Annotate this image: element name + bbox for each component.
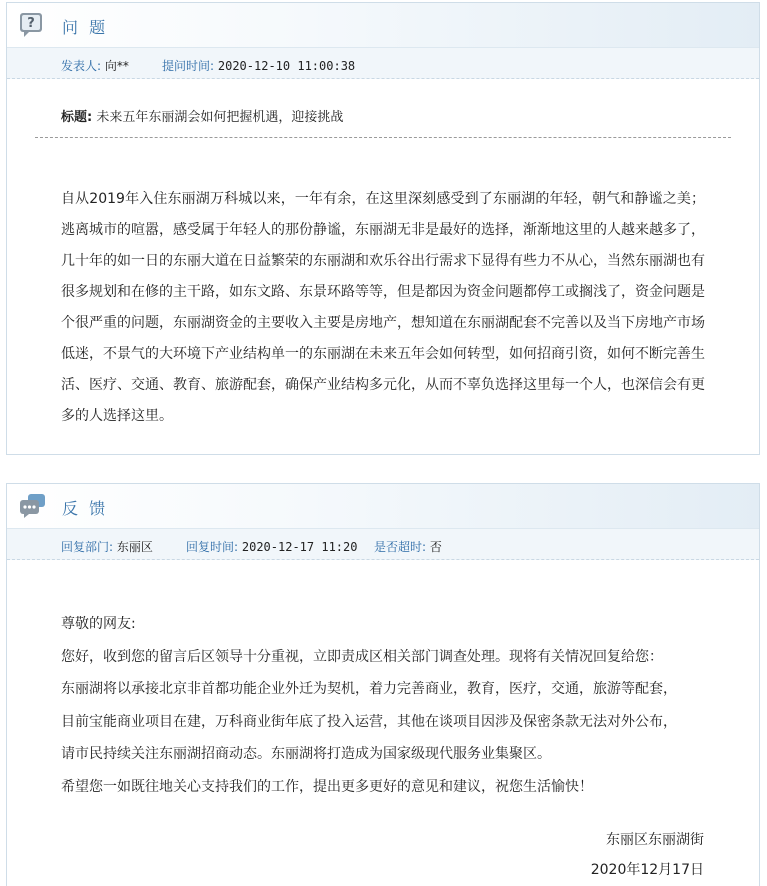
- reply-line: 请市民持续关注东丽湖招商动态。东丽湖将打造成为国家级现代服务业集聚区。: [61, 746, 551, 762]
- reply-line: 东丽湖将以承接北京非首都功能企业外迁为契机，着力完善商业，教育，医疗，交通，旅游等配套，: [61, 681, 677, 697]
- question-title-row: [61, 106, 343, 125]
- question-time-value: 2020-12-10 11:00:38: [217, 59, 356, 73]
- overdue-value: 否: [429, 540, 442, 554]
- question-title-label: 标题:: [61, 110, 93, 125]
- reply-body: [61, 608, 677, 803]
- question-title-value: 未来五年东丽湖会如何把握机遇，迎接挑战: [96, 110, 344, 125]
- feedback-header: [7, 484, 759, 529]
- overdue-label: 是否超时:: [374, 540, 427, 554]
- question-panel: [6, 2, 760, 455]
- dept-value: 东丽区: [116, 540, 153, 554]
- reply-line: 希望您一如既往地关心支持我们的工作，提出更多更好的意见和建议，祝您生活愉快！: [61, 778, 593, 795]
- poster-value: 向**: [104, 59, 129, 73]
- question-bubble-icon: [19, 12, 45, 38]
- svg-text:?: ?: [27, 16, 35, 31]
- signature-date: 2020年12月17日: [590, 862, 704, 878]
- question-header: [7, 3, 759, 48]
- reply-line: 目前宝能商业项目在建，万科商业街年底了投入运营，其他在谈项目因涉及保密条款无法对外公布，: [61, 713, 677, 730]
- dept-label: 回复部门:: [61, 540, 114, 554]
- question-body: 自从2019年入住东丽湖万科城以来，一年有余，在这里深刻感受到了东丽湖的年轻，朝气和静谧之美；逃离城市的喧嚣，感受属于年轻人的那份静谧，东丽湖无非是最好的选择，渐渐地这里的人越来越多了，几十年的如一日的东丽大道在日益繁荣的东丽湖和欢乐谷出行需求下显得有些力不从心，当然东丽湖也有很多规划和在修的主干路，如东文路、东景环路等等，但是都因为资金问题都停工或搁浅了，资金问题是个很严重的问题，东丽湖资金的主要收入主要是房地产，想知道在东丽湖配套不完善以及当下房地产市场低迷，不景气的大环境下产业结构单一的东丽湖在未来五年会如何转型，如何招商引资，如何不断完善生活、医疗、交通、教育、旅游配套，确保产业结构多元化，从而不辜负选择这里每一个人，也深信会有更多的人选择这里。: [61, 191, 705, 424]
- feedback-meta-bar: [7, 529, 759, 560]
- feedback-header-title: 反 馈: [62, 499, 109, 518]
- feedback-panel: [6, 483, 760, 886]
- question-header-title: 问 题: [62, 18, 109, 37]
- title-divider: [35, 137, 731, 138]
- signature-unit: 东丽区东丽湖街: [606, 832, 704, 848]
- question-meta-bar: [7, 48, 759, 79]
- chat-bubble-icon: [19, 493, 45, 519]
- reply-line: 尊敬的网友:: [61, 616, 136, 632]
- reply-time-value: 2020-12-17 11:20: [241, 540, 358, 554]
- reply-line: 您好，收到您的留言后区领导十分重视，立即责成区相关部门调查处理。现将有关情况回复给您：: [61, 648, 663, 665]
- poster-label: 发表人:: [61, 59, 102, 73]
- reply-time-label: 回复时间:: [186, 540, 239, 554]
- question-time-label: 提问时间:: [162, 59, 215, 73]
